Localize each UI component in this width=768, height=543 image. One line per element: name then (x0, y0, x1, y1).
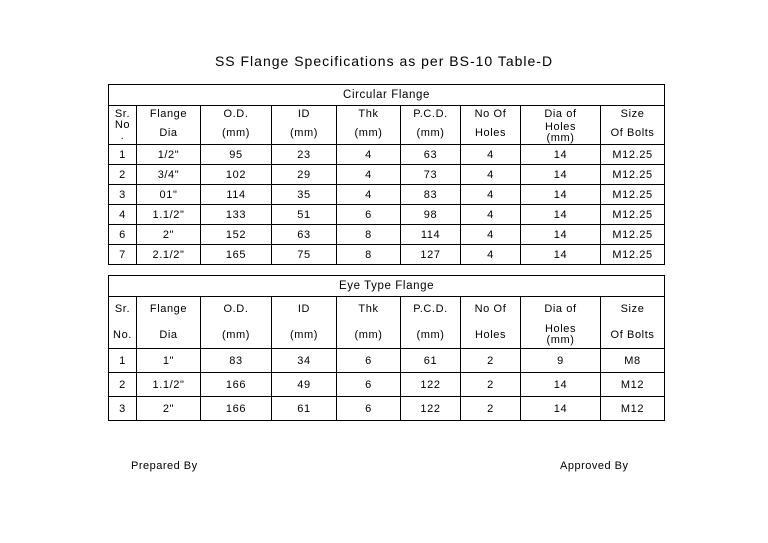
column-header: Holes (461, 321, 521, 349)
column-header: Dia of (521, 106, 601, 123)
header-text: Holes (544, 322, 577, 335)
table-cell: 2" (137, 225, 201, 245)
table-cell: 122 (401, 373, 461, 397)
table-cell: M12.25 (601, 165, 665, 185)
table-cell: 95 (201, 145, 272, 165)
column-header: No Of (461, 297, 521, 322)
table-cell: 6 (337, 397, 401, 421)
table-cell: 2 (461, 397, 521, 421)
column-header: P.C.D. (401, 106, 461, 123)
table-cell: 34 (272, 349, 337, 373)
table-cell: 166 (201, 373, 272, 397)
table-cell: 4 (109, 205, 137, 225)
table-caption: Eye Type Flange (109, 276, 665, 297)
column-header: Of Bolts (601, 122, 665, 145)
column-header: Flange (137, 297, 201, 322)
table-cell: 14 (521, 165, 601, 185)
table-cell: 114 (401, 225, 461, 245)
table-cell: 1" (137, 349, 201, 373)
column-header: O.D. (201, 106, 272, 123)
approved-by-label: Approved By (560, 460, 629, 472)
table-cell: 63 (401, 145, 461, 165)
table-row (109, 397, 665, 421)
column-header: (mm) (201, 321, 272, 349)
header-text: Holes (544, 121, 577, 133)
column-header: Size (601, 297, 665, 322)
table-cell: 61 (401, 349, 461, 373)
column-header: Size (601, 106, 665, 123)
circular-flange-table (108, 84, 665, 265)
column-header: ID (272, 106, 337, 123)
table-cell: 6 (337, 349, 401, 373)
table-cell: 7 (109, 245, 137, 265)
table-cell: 2 (461, 349, 521, 373)
table-cell: 127 (401, 245, 461, 265)
table-cell: 75 (272, 245, 337, 265)
table-cell: 14 (521, 225, 601, 245)
table-cell: 122 (401, 397, 461, 421)
column-header: Dia (137, 122, 201, 145)
column-header: Holes (461, 122, 521, 145)
table-row (109, 349, 665, 373)
table-cell: 2" (137, 397, 201, 421)
table-row (109, 185, 665, 205)
header-text: No (114, 118, 131, 131)
table-cell: 14 (521, 245, 601, 265)
table-cell: 165 (201, 245, 272, 265)
table-cell: 4 (337, 165, 401, 185)
table-cell: 98 (401, 205, 461, 225)
table-cell: 4 (461, 245, 521, 265)
column-header: Thk (337, 106, 401, 123)
column-header: Thk (337, 297, 401, 322)
table-cell: 6 (337, 373, 401, 397)
table-cell: 1/2" (137, 145, 201, 165)
column-header (521, 122, 601, 145)
table-cell: 63 (272, 225, 337, 245)
table-cell: 9 (521, 349, 601, 373)
table-cell: M12 (601, 397, 665, 421)
table-row (109, 373, 665, 397)
column-header: (mm) (272, 321, 337, 349)
table-cell: 3 (109, 397, 137, 421)
eye-type-flange-table (108, 275, 665, 421)
table-cell: 4 (461, 165, 521, 185)
table-cell: 14 (521, 397, 601, 421)
table-cell: 152 (201, 225, 272, 245)
column-header: No. (109, 321, 137, 349)
column-header: (mm) (401, 122, 461, 145)
column-header: Dia of (521, 297, 601, 322)
column-header: (mm) (337, 122, 401, 145)
table-cell: 01" (137, 185, 201, 205)
table-row (109, 245, 665, 265)
table-cell: M8 (601, 349, 665, 373)
table-cell: M12.25 (601, 145, 665, 165)
column-header: Sr. (109, 297, 137, 322)
column-header: (mm) (201, 122, 272, 145)
table-cell: 2 (109, 165, 137, 185)
table-cell: 51 (272, 205, 337, 225)
column-header (521, 321, 601, 349)
table-cell: 1 (109, 349, 137, 373)
table-cell: 114 (201, 185, 272, 205)
table-cell: 14 (521, 205, 601, 225)
table-cell: 73 (401, 165, 461, 185)
table-cell: 2 (109, 373, 137, 397)
table-cell: 4 (461, 205, 521, 225)
table-cell: 14 (521, 185, 601, 205)
table-cell: 3 (109, 185, 137, 205)
table-cell: M12.25 (601, 205, 665, 225)
column-header: O.D. (201, 297, 272, 322)
table-cell: 1.1/2" (137, 373, 201, 397)
table-cell: M12.25 (601, 245, 665, 265)
table-cell: 4 (461, 185, 521, 205)
column-header: (mm) (272, 122, 337, 145)
table-cell: 4 (461, 145, 521, 165)
table-cell: 49 (272, 373, 337, 397)
table-cell: 83 (201, 349, 272, 373)
column-header: ID (272, 297, 337, 322)
header-text: (mm) (546, 333, 575, 346)
column-header: Of Bolts (601, 321, 665, 349)
table-cell: 83 (401, 185, 461, 205)
column-header: (mm) (337, 321, 401, 349)
header-text: (mm) (546, 132, 575, 144)
table-cell: M12.25 (601, 185, 665, 205)
column-header: No Of (461, 106, 521, 123)
table-cell: 3/4" (137, 165, 201, 185)
column-header: (mm) (401, 321, 461, 349)
table-cell: 133 (201, 205, 272, 225)
table-row (109, 225, 665, 245)
column-header: Dia (137, 321, 201, 349)
table-cell: 166 (201, 397, 272, 421)
table-cell: 6 (109, 225, 137, 245)
table-cell: 4 (337, 145, 401, 165)
table-cell: 8 (337, 225, 401, 245)
header-text: Sr. (114, 107, 131, 120)
table-cell: 1 (109, 145, 137, 165)
table-cell: 14 (521, 145, 601, 165)
table-cell: M12.25 (601, 225, 665, 245)
table-cell: 35 (272, 185, 337, 205)
table-cell: 23 (272, 145, 337, 165)
header-text: . (120, 129, 125, 142)
table-cell: 29 (272, 165, 337, 185)
table-cell: 2.1/2" (137, 245, 201, 265)
table-cell: 4 (337, 185, 401, 205)
table-cell: 14 (521, 373, 601, 397)
table-row (109, 165, 665, 185)
table-row (109, 145, 665, 165)
column-header (109, 106, 137, 145)
table-cell: 4 (461, 225, 521, 245)
prepared-by-label: Prepared By (131, 460, 198, 472)
table-row (109, 205, 665, 225)
table-cell: 6 (337, 205, 401, 225)
column-header: P.C.D. (401, 297, 461, 322)
table-cell: 61 (272, 397, 337, 421)
column-header: Flange (137, 106, 201, 123)
table-cell: 2 (461, 373, 521, 397)
table-cell: M12 (601, 373, 665, 397)
document-title: SS Flange Specifications as per BS-10 Table-D (214, 53, 554, 69)
table-caption: Circular Flange (109, 85, 665, 106)
table-cell: 1.1/2" (137, 205, 201, 225)
table-cell: 8 (337, 245, 401, 265)
table-cell: 102 (201, 165, 272, 185)
